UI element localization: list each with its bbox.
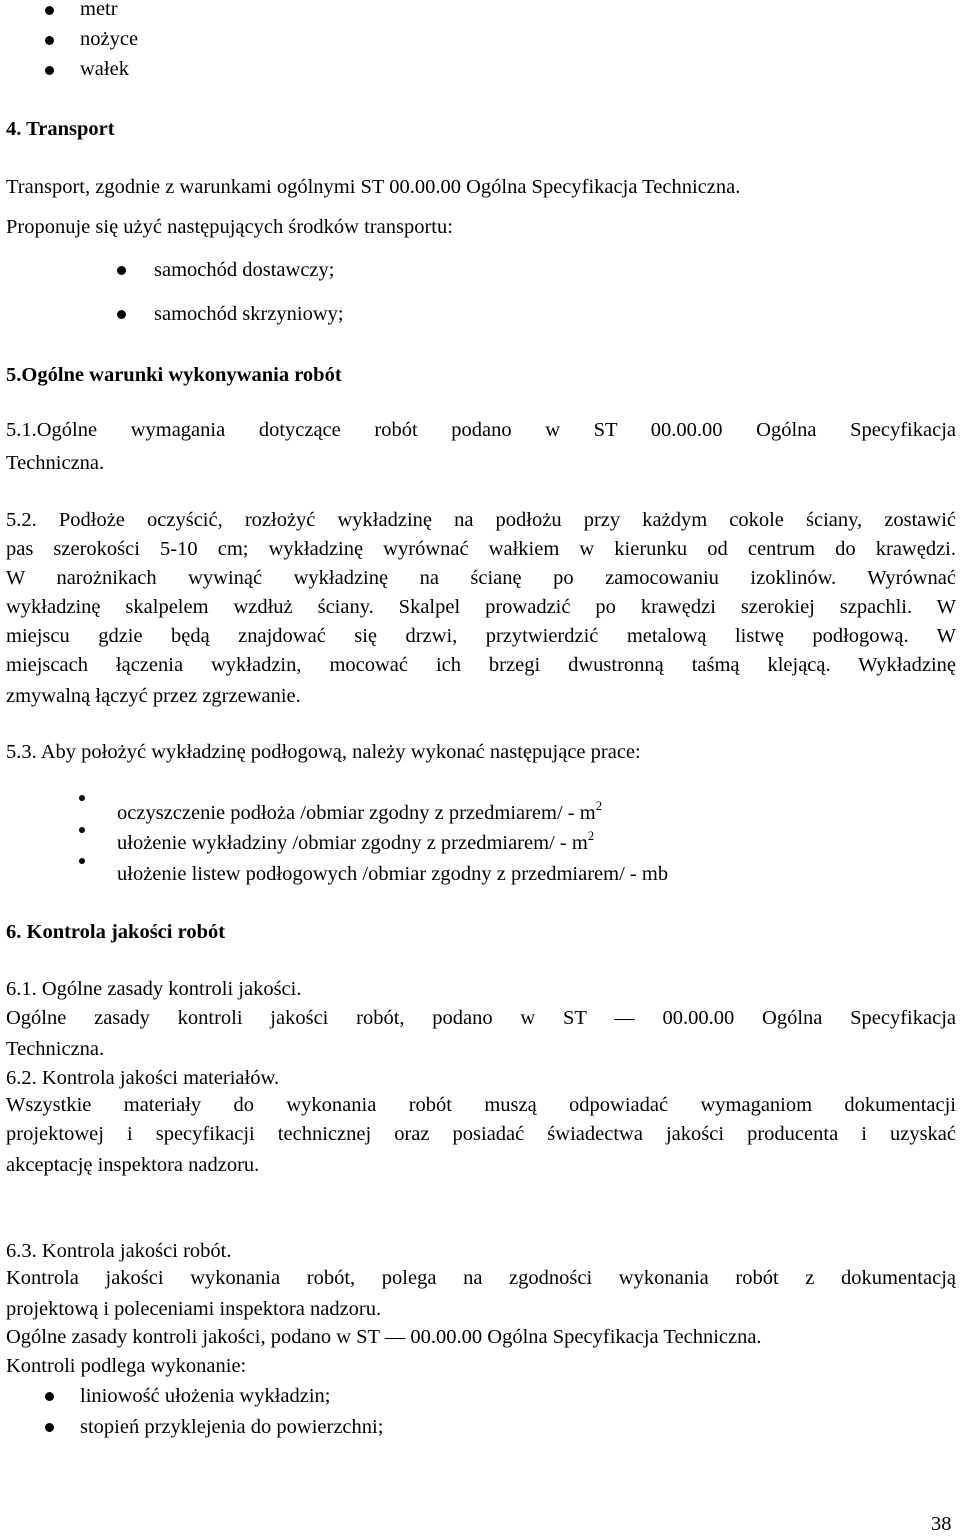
subsection-title: 6.1. Ogólne zasady kontroli jakości. <box>6 978 302 1000</box>
paragraph-line: Kontroli podlega wykonanie: <box>6 1355 247 1377</box>
list-item: ułożenie listew podłogowych /obmiar zgodny z przedmiarem/ - mb <box>117 863 669 885</box>
section-heading: 6. Kontrola jakości robót <box>6 921 226 943</box>
bullet <box>45 36 54 45</box>
paragraph-line: projektową i poleceniami inspektora nadzoru. <box>6 1298 382 1320</box>
bullet <box>45 66 54 75</box>
list-item: nożyce <box>80 28 139 50</box>
subsection-title: 6.2. Kontrola jakości materiałów. <box>6 1067 280 1089</box>
paragraph-line: Transport, zgodnie z warunkami ogólnymi ST 00.00.00 Ogólna Specyfikacja Techniczna. <box>6 176 741 198</box>
paragraph-line: akceptację inspektora nadzoru. <box>6 1154 260 1176</box>
bullet <box>45 1423 54 1432</box>
paragraph-line: Techniczna. <box>6 452 105 474</box>
section-heading: 5.Ogólne warunki wykonywania robót <box>6 364 342 386</box>
bullet <box>79 795 85 801</box>
paragraph-line: zmywalną łączyć przez zgrzewanie. <box>6 685 301 707</box>
list-item: samochód skrzyniowy; <box>154 303 344 325</box>
list-item: samochód dostawczy; <box>154 259 335 281</box>
list-item: metr <box>80 0 118 20</box>
paragraph-line: projektowej i specyfikacji technicznej oraz posiadać świadectwa jakości producenta i uzyskać <box>6 1123 956 1145</box>
bullet <box>79 858 85 864</box>
bullet <box>117 266 126 275</box>
paragraph-line: Wszystkie materiały do wykonania robót muszą odpowiadać wymaganiom dokumentacji <box>6 1094 956 1116</box>
list-item: stopień przyklejenia do powierzchni; <box>80 1416 384 1438</box>
paragraph-line: 5.1.Ogólne wymagania dotyczące robót podano w ST 00.00.00 Ogólna Specyfikacja <box>6 419 956 441</box>
list-item: oczyszczenie podłoża /obmiar zgodny z przedmiarem/ - $m^2$ <box>117 798 603 824</box>
paragraph-line: Proponuje się użyć następujących środków transportu: <box>6 216 453 238</box>
list-item: liniowość ułożenia wykładzin; <box>80 1385 331 1407</box>
paragraph-line: miejscach łączenia wykładzin, mocować ich brzegi dwustronną taśmą klejącą. Wykładzinę <box>6 654 956 676</box>
paragraph-line: 5.2. Podłoże oczyścić, rozłożyć wykładzinę na podłożu przy każdym cokole ściany, zostawić <box>6 509 956 531</box>
paragraph-line: Techniczna. <box>6 1038 105 1060</box>
paragraph-line: miejscu gdzie będą znajdować się drzwi, przytwierdzić metalową listwę podłogową. W <box>6 625 956 647</box>
paragraph-line: pas szerokości 5-10 cm; wykładzinę wyrównać wałkiem w kierunku od centrum do krawędzi. <box>6 538 956 560</box>
paragraph-line: 5.3. Aby położyć wykładzinę podłogową, należy wykonać następujące prace: <box>6 741 641 763</box>
paragraph-line: Ogólne zasady kontroli jakości, podano w ST — 00.00.00 Ogólna Specyfikacja Techniczna. <box>6 1326 762 1348</box>
paragraph-line: Ogólne zasady kontroli jakości robót, podano w ST — 00.00.00 Ogólna Specyfikacja <box>6 1007 956 1029</box>
bullet <box>117 310 126 319</box>
section-heading: 4. Transport <box>6 118 115 140</box>
bullet <box>45 1392 54 1401</box>
paragraph-line: Kontrola jakości wykonania robót, polega na zgodności wykonania robót z dokumentacją <box>6 1267 956 1289</box>
page-number: 38 <box>931 1513 952 1535</box>
bullet <box>45 6 54 15</box>
list-item: ułożenie wykładziny /obmiar zgodny z przedmiarem/ - $m^2$ <box>117 828 595 854</box>
bullet <box>79 827 85 833</box>
paragraph-line: wykładzinę skalpelem wzdłuż ściany. Skalpel prowadzić po krawędzi szerokiej szpachli. W <box>6 596 956 618</box>
list-item: wałek <box>80 58 129 80</box>
paragraph-line: W narożnikach wywinąć wykładzinę na ścianę po zamocowaniu izoklinów. Wyrównać <box>6 567 956 589</box>
subsection-title: 6.3. Kontrola jakości robót. <box>6 1240 232 1262</box>
